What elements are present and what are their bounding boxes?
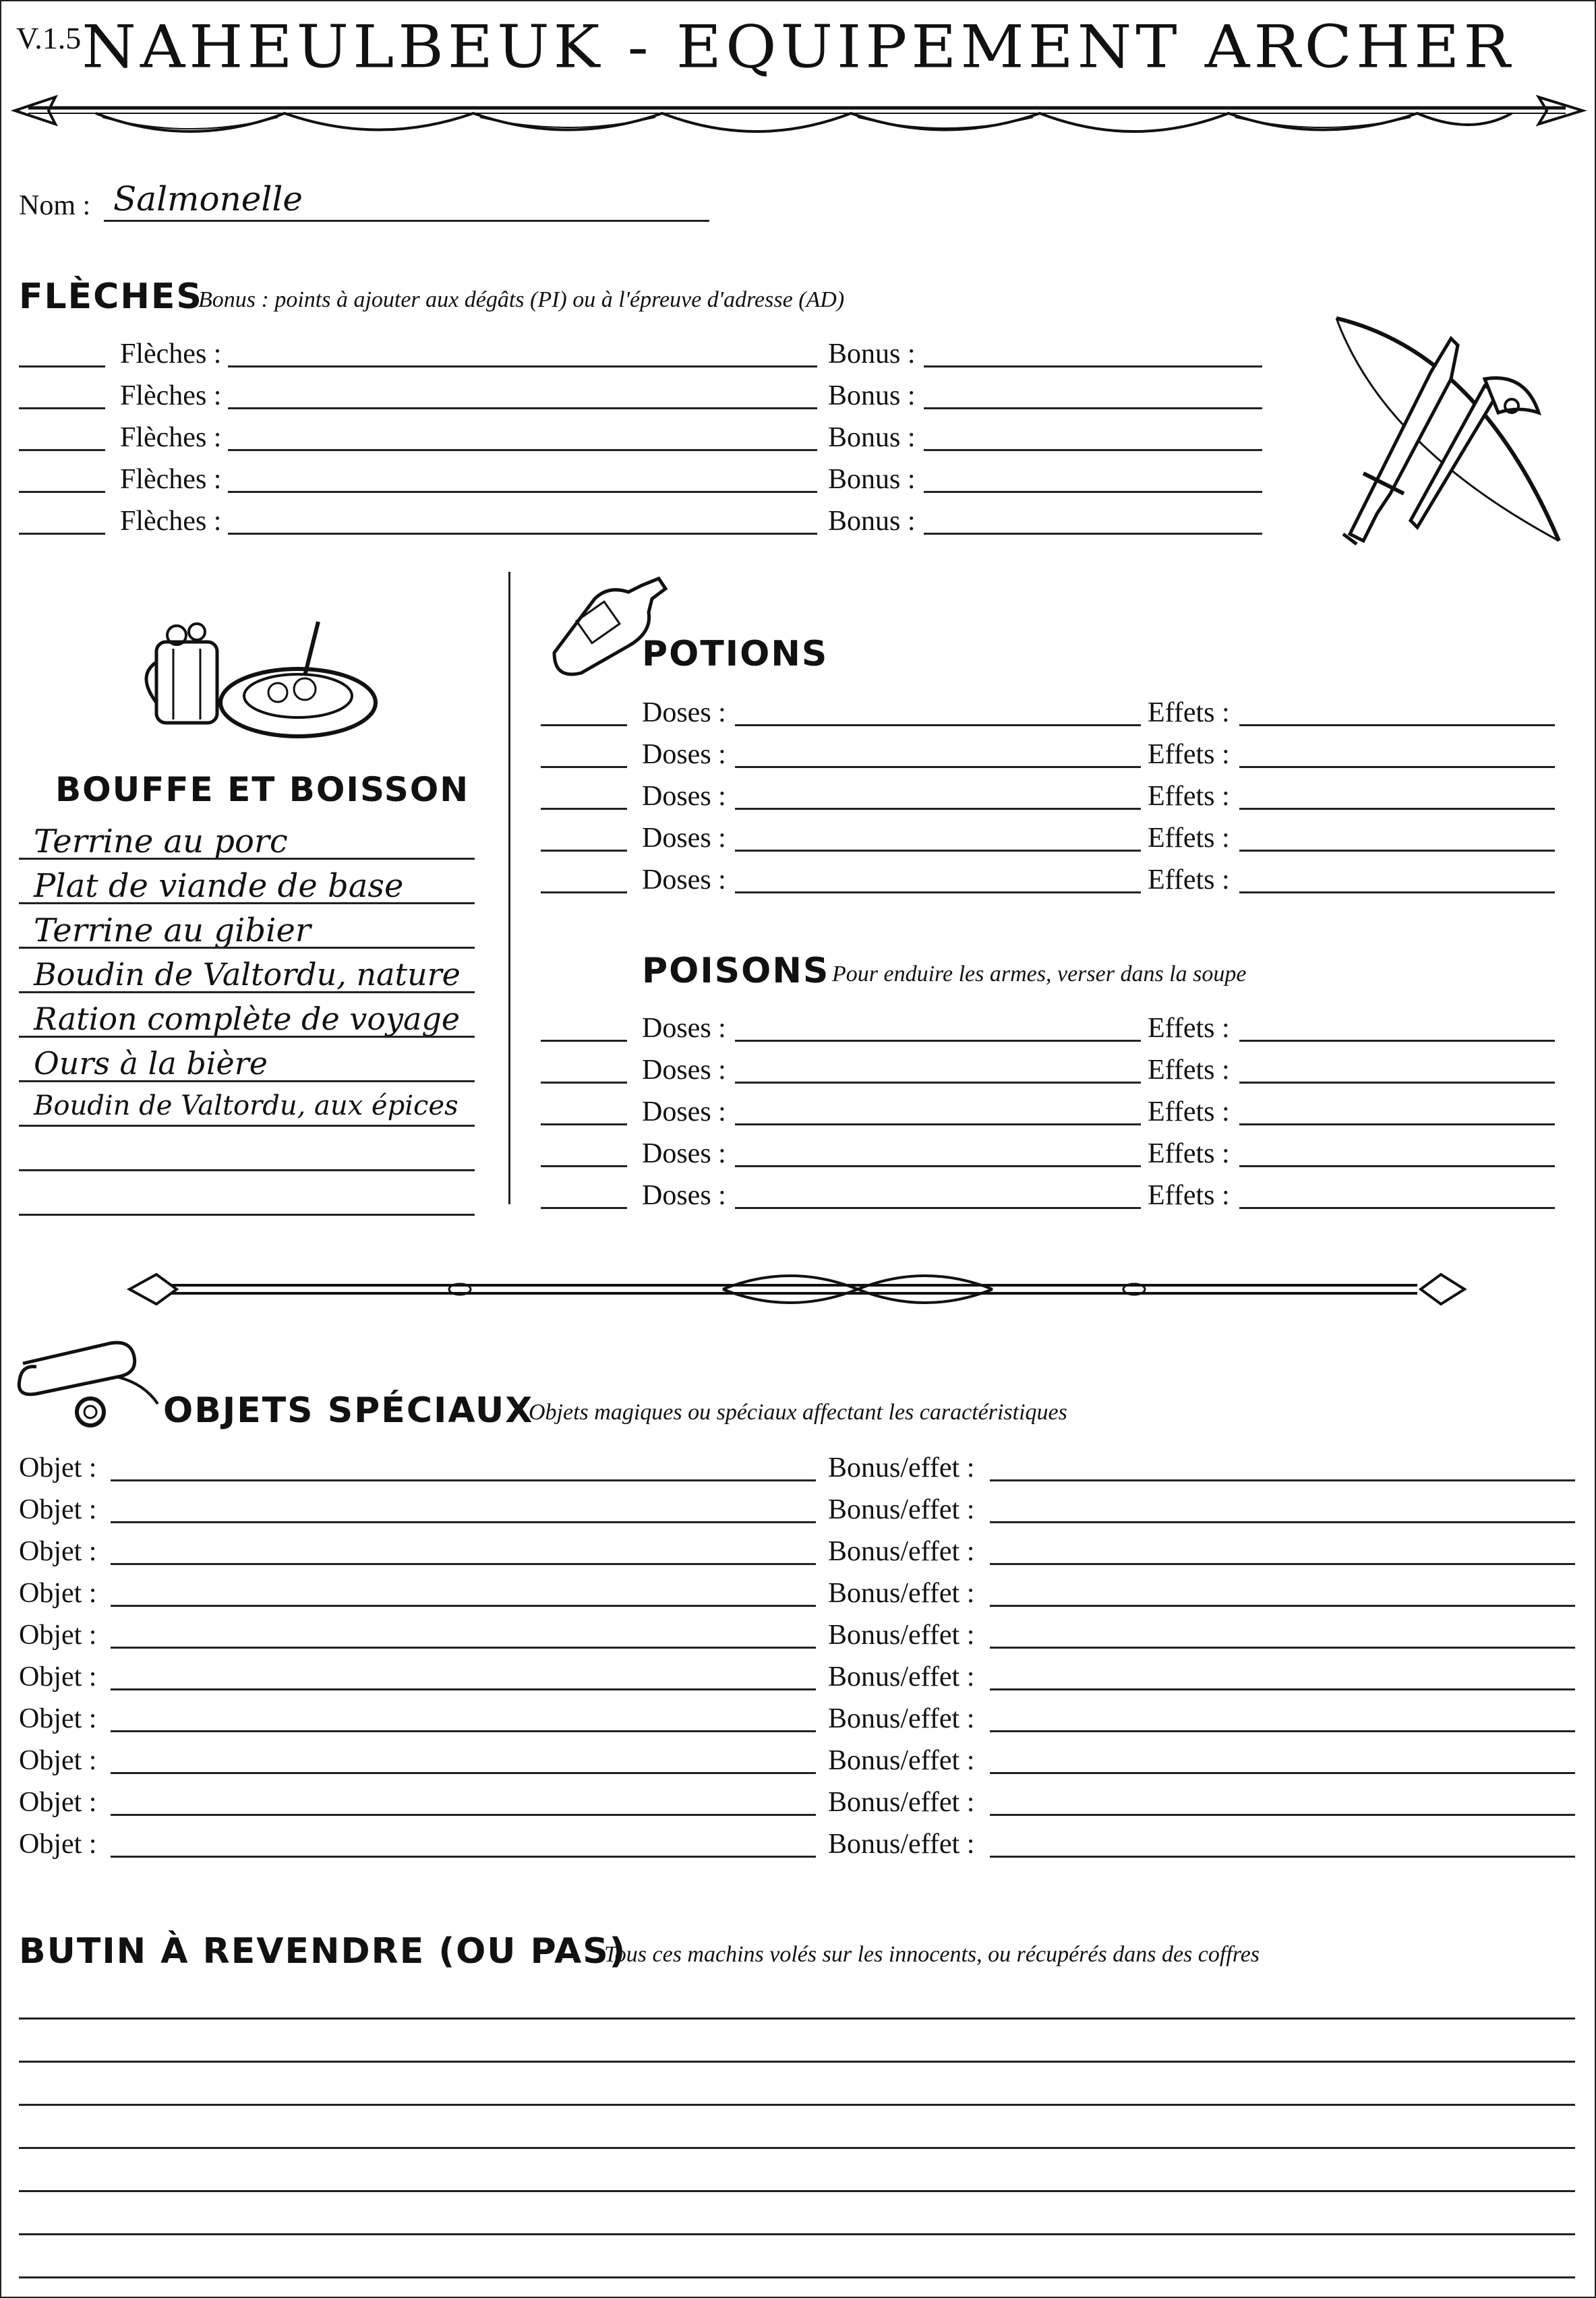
poisons-qty-line[interactable] [541,1165,627,1167]
food-item[interactable]: Ration complète de voyage [34,1001,461,1037]
butin-line[interactable] [19,2104,1575,2106]
objet-bonus-label: Bonus/effet : [828,1787,975,1818]
objet-bonus-line[interactable] [990,1563,1575,1565]
potions-name-line[interactable] [735,766,1141,768]
page-title: NAHEULBEUK - EQUIPEMENT ARCHER [82,12,1514,82]
food-line [19,1036,475,1038]
objets-heading: OBJETS SPÉCIAUX [163,1390,534,1431]
poisons-effets-line[interactable] [1239,1165,1555,1167]
bow-and-arrow-divider-icon [1,82,1595,156]
fleche-bonus-label: Bonus : [828,422,916,453]
potions-qty-line[interactable] [541,808,627,810]
poisons-name-line[interactable] [735,1207,1141,1209]
objet-line[interactable] [111,1688,816,1690]
food-line [19,1214,475,1216]
objet-line[interactable] [111,1521,816,1523]
objet-label: Objet : [19,1578,97,1609]
butin-line[interactable] [19,2147,1575,2149]
fleche-bonus-line[interactable] [924,533,1262,535]
objet-bonus-label: Bonus/effet : [828,1452,975,1483]
fleche-name-line[interactable] [228,365,817,367]
scroll-and-ring-icon [16,1336,165,1431]
potions-name-line[interactable] [735,850,1141,852]
objet-label: Objet : [19,1536,97,1567]
poisons-qty-line[interactable] [541,1040,627,1042]
food-line [19,902,475,904]
butin-line[interactable] [19,2276,1575,2278]
potions-doses-label: Doses : [642,823,726,854]
fleche-qty-line[interactable] [19,365,105,367]
objet-line[interactable] [111,1730,816,1732]
objet-bonus-line[interactable] [990,1730,1575,1732]
potions-effets-line[interactable] [1239,724,1555,726]
fleches-subtitle: Bonus : points à ajouter aux dégâts (PI) ou à l'épreuve d'adresse (AD) [198,287,845,312]
potions-doses-label: Doses : [642,781,726,812]
objet-bonus-line[interactable] [990,1605,1575,1607]
objet-bonus-label: Bonus/effet : [828,1536,975,1567]
objet-label: Objet : [19,1452,97,1483]
staff-divider-icon [129,1262,1465,1316]
potions-effets-label: Effets : [1148,864,1230,895]
fleche-bonus-line[interactable] [924,407,1262,409]
objet-label: Objet : [19,1703,97,1734]
objet-bonus-line[interactable] [990,1479,1575,1481]
objet-bonus-label: Bonus/effet : [828,1661,975,1692]
poisons-effets-line[interactable] [1239,1040,1555,1042]
objet-label: Objet : [19,1620,97,1651]
objet-bonus-label: Bonus/effet : [828,1620,975,1651]
fleche-name-line[interactable] [228,491,817,493]
fleche-label: Flèches : [120,380,222,411]
objet-line[interactable] [111,1563,816,1565]
poisons-effets-line[interactable] [1239,1123,1555,1125]
fleche-label: Flèches : [120,422,222,453]
fleche-bonus-line[interactable] [924,449,1262,451]
food-item[interactable]: Ours à la bière [34,1045,268,1082]
butin-heading: BUTIN À REVENDRE (OU PAS) [19,1931,627,1972]
poisons-name-line[interactable] [735,1123,1141,1125]
fleche-bonus-label: Bonus : [828,464,916,495]
potions-effets-label: Effets : [1148,739,1230,770]
objet-bonus-label: Bonus/effet : [828,1745,975,1776]
potions-effets-label: Effets : [1148,781,1230,812]
objet-bonus-line[interactable] [990,1814,1575,1816]
fleche-label: Flèches : [120,464,222,495]
objet-line[interactable] [111,1856,816,1858]
name-value[interactable]: Salmonelle [113,179,303,218]
objet-label: Objet : [19,1661,97,1692]
fleche-name-line[interactable] [228,533,817,535]
objet-label: Objet : [19,1829,97,1860]
food-line [19,1125,475,1127]
crossed-weapons-icon [1323,312,1572,554]
food-item[interactable]: Boudin de Valtordu, aux épices [34,1090,459,1121]
objet-bonus-label: Bonus/effet : [828,1703,975,1734]
potions-effets-line[interactable] [1239,891,1555,893]
fleche-label: Flèches : [120,338,222,370]
objet-line[interactable] [111,1814,816,1816]
objet-bonus-line[interactable] [990,1521,1575,1523]
fleche-bonus-label: Bonus : [828,338,916,370]
butin-line[interactable] [19,2190,1575,2192]
objet-line[interactable] [111,1772,816,1774]
potions-qty-line[interactable] [541,766,627,768]
potions-qty-line[interactable] [541,891,627,893]
fleche-label: Flèches : [120,506,222,537]
poisons-effets-label: Effets : [1148,1013,1230,1044]
food-item[interactable]: Terrine au porc [34,823,288,860]
potions-effets-line[interactable] [1239,808,1555,810]
fleche-bonus-label: Bonus : [828,506,916,537]
objet-bonus-line[interactable] [990,1688,1575,1690]
poisons-effets-line[interactable] [1239,1082,1555,1084]
potions-name-line[interactable] [735,724,1141,726]
potions-name-line[interactable] [735,891,1141,893]
poisons-doses-label: Doses : [642,1138,726,1169]
fleche-name-line[interactable] [228,407,817,409]
potions-doses-label: Doses : [642,697,726,728]
potions-doses-label: Doses : [642,864,726,895]
food-item[interactable]: Plat de viande de base [34,867,404,905]
potions-effets-line[interactable] [1239,766,1555,768]
name-label: Nom : [19,190,91,221]
food-line [19,1080,475,1082]
food-line [19,858,475,860]
food-line [19,1169,475,1171]
objet-label: Objet : [19,1787,97,1818]
poisons-doses-label: Doses : [642,1096,726,1127]
fleche-qty-line[interactable] [19,491,105,493]
butin-subtitle: Tous ces machins volés sur les innocents, ou récupérés dans des coffres [604,1942,1260,1967]
objet-bonus-line[interactable] [990,1647,1575,1649]
food-line [19,947,475,949]
potions-heading: POTIONS [642,634,829,674]
potions-effets-label: Effets : [1148,823,1230,854]
fleche-bonus-line[interactable] [924,491,1262,493]
fleche-qty-line[interactable] [19,449,105,451]
objet-line[interactable] [111,1605,816,1607]
objet-line[interactable] [111,1647,816,1649]
poisons-name-line[interactable] [735,1040,1141,1042]
objet-line[interactable] [111,1479,816,1481]
poisons-effets-label: Effets : [1148,1180,1230,1211]
fleche-qty-line[interactable] [19,407,105,409]
poisons-effets-line[interactable] [1239,1207,1555,1209]
fleche-name-line[interactable] [228,449,817,451]
bouffe-heading: BOUFFE ET BOISSON [55,770,470,809]
butin-line[interactable] [19,2061,1575,2063]
objet-bonus-label: Bonus/effet : [828,1578,975,1609]
objet-bonus-line[interactable] [990,1772,1575,1774]
objet-bonus-label: Bonus/effet : [828,1494,975,1525]
fleche-bonus-label: Bonus : [828,380,916,411]
poisons-doses-label: Doses : [642,1013,726,1044]
food-item[interactable]: Boudin de Valtordu, nature [34,956,461,993]
objet-label: Objet : [19,1494,97,1525]
objet-label: Objet : [19,1745,97,1776]
column-divider [508,572,510,1204]
poisons-subtitle: Pour enduire les armes, verser dans la soupe [832,962,1247,986]
butin-line[interactable] [19,2233,1575,2235]
potions-name-line[interactable] [735,808,1141,810]
poisons-effets-label: Effets : [1148,1055,1230,1086]
poisons-doses-label: Doses : [642,1055,726,1086]
fleche-qty-line[interactable] [19,533,105,535]
version-label: V.1.5 [16,21,82,55]
fleche-bonus-line[interactable] [924,365,1262,367]
food-item[interactable]: Terrine au gibier [34,912,311,949]
potions-doses-label: Doses : [642,739,726,770]
poisons-qty-line[interactable] [541,1207,627,1209]
poisons-doses-label: Doses : [642,1180,726,1211]
potions-effets-label: Effets : [1148,697,1230,728]
butin-line[interactable] [19,2017,1575,2020]
objet-bonus-label: Bonus/effet : [828,1829,975,1860]
poisons-heading: POISONS [642,951,830,991]
name-line [104,220,709,222]
poisons-qty-line[interactable] [541,1082,627,1084]
poisons-qty-line[interactable] [541,1123,627,1125]
poisons-effets-label: Effets : [1148,1096,1230,1127]
poisons-effets-label: Effets : [1148,1138,1230,1169]
food-and-beer-icon [136,608,379,743]
food-line [19,991,475,993]
potions-effets-line[interactable] [1239,850,1555,852]
potions-qty-line[interactable] [541,850,627,852]
fleches-heading: FLÈCHES [19,276,203,317]
poisons-name-line[interactable] [735,1082,1141,1084]
potions-qty-line[interactable] [541,724,627,726]
objets-subtitle: Objets magiques ou spéciaux affectant les caractéristiques [529,1400,1067,1425]
poisons-name-line[interactable] [735,1165,1141,1167]
objet-bonus-line[interactable] [990,1856,1575,1858]
